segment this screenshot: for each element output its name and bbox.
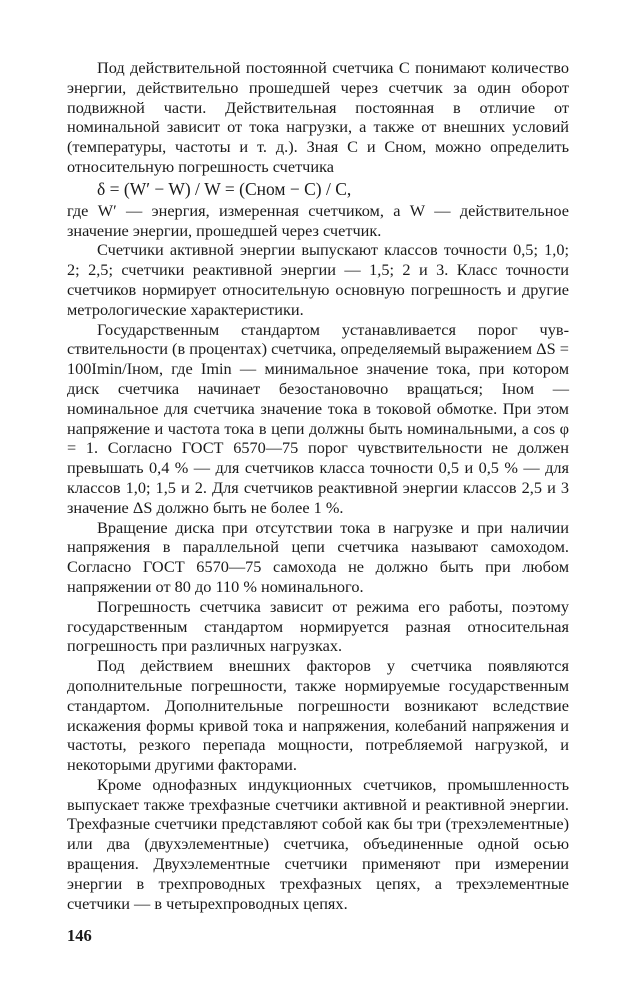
paragraph-sensitivity-threshold: Государственным стандартом устанавливается порог чувствительности (в процентах) счетчика, определяемый выражением ΔS = 100Imin/Iном, где Imin — минимальное значение тока, при котором диск счетчика начинает безостановочно вращаться; Iном — номинальное для счетчика значение тока в токовой обмотке. При этом напряжение и частота тока в цепи должны быть номинальными, а cos φ = 1. Согласно ГОСТ 6570—75 порог чувствительности не должен превышать 0,4 % — для счетчиков класса точности 0,5 и 0,5 % — для классов 1,0; 1,5 и 2. Для счетчиков реактивной энергии классов 2,5 и 3 значение ΔS должно быть не более 1 %. [67,319,569,517]
paragraph-actual-constant: Под действительной постоянной счетчика C понимают количество энергии, действительно прошедшей через счетчик за один оборот подвижной части. Действительная постоянная в отличие от номинальной зависит от тока нагрузки, а также от внешних условий (температуры, частоты и т. д.). Зная C и Cном, можно определить относительную погрешность счетчика [67,58,569,176]
paragraph-external-factors: Под действием внешних факторов у счетчика появляются дополнительные погрешности, также нормируемые государственным стандартом. Дополнительные погрешности возникают вследствие искажения формы кривой тока и напряжения, колебаний напряжения и частоты, резкого перепада мощности, потребляемой нагрузкой, и некоторыми другими факторами. [67,656,569,775]
paragraph-self-running: Вращение диска при отсутствии тока в нагрузке и при наличии напряжения в параллельной цепи счетчика называют самоходом. Согласно ГОСТ 6570—75 самохода не должно быть при любом напряжении от 80 до 110 % номинального. [67,517,569,596]
page-number: 146 [67,926,92,945]
error-formula: δ = (W′ − W) / W = (Cном − C) / C, [97,178,352,199]
page-body [67,58,569,913]
paragraph-accuracy-classes: Счетчики активной энергии выпускают классов точности 0,5; 1,0; 2; 2,5; счетчики реактивной энергии — 1,5; 2 и 3. Класс точности счетчиков нормирует относительную основную погрешность и другие метрологические характеристики. [67,240,569,319]
paragraph-three-phase-meters: Кроме однофазных индукционных счетчиков, промышленность выпускает также трехфазные счетчики активной и реактивной энергии. Трехфазные счетчики представляют собой как бы три (трехэлементные) или два (двухэлементные) счетчика, объединенные одной осью вращения. Двухэлементные счетчики применяют при измерении энергии в трехпроводных трехфазных цепях, а трехэлементные счетчики — в четырехпроводных цепях. [67,774,569,913]
paragraph-operating-mode: Погрешность счетчика зависит от режима его работы, поэтому государственным стандартом нормируется разная относительная погрешность при различных нагрузках. [67,596,569,656]
paragraph-formula-explanation: где W′ — энергия, измеренная счетчиком, а W — действительное значение энергии, прошедшей через счетчик. [67,200,569,240]
